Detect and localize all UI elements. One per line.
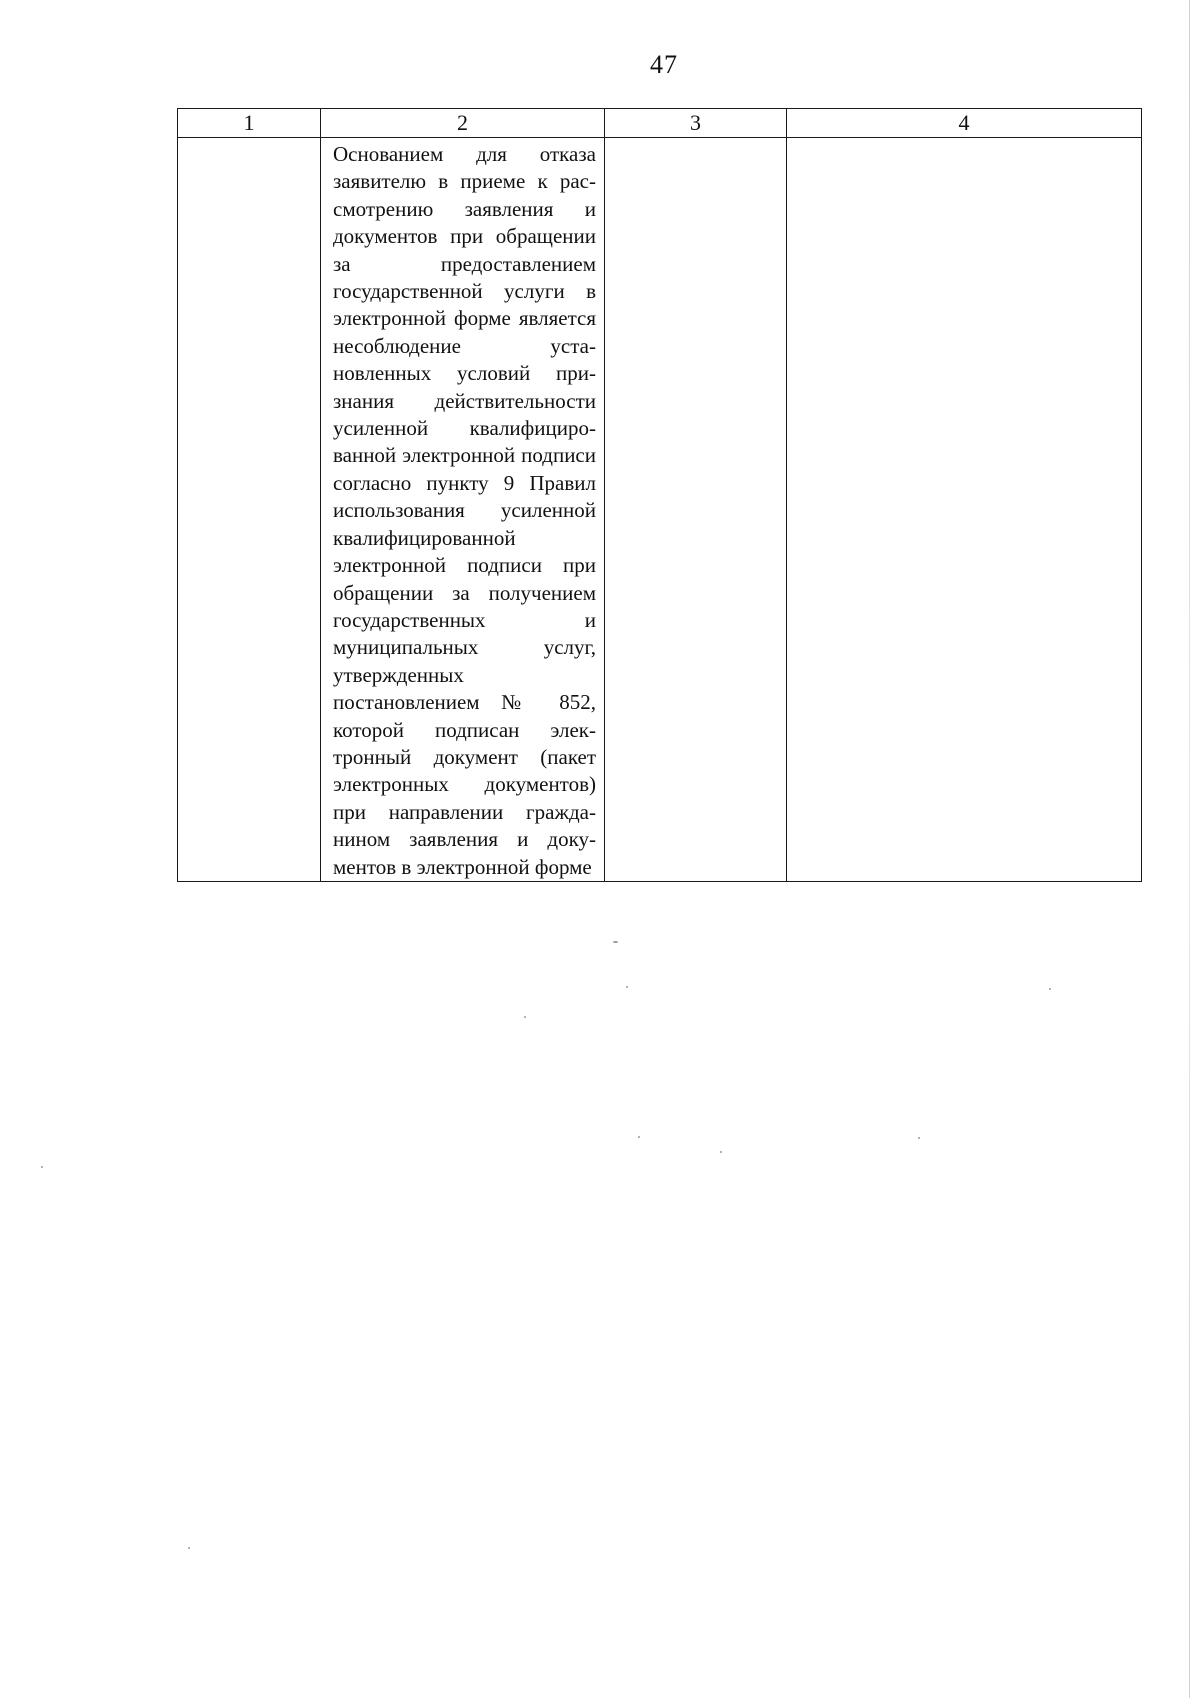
column-header-4: 4 xyxy=(787,109,1142,138)
column-header-1: 1 xyxy=(178,109,321,138)
column-header-3: 3 xyxy=(605,109,787,138)
scan-speck xyxy=(720,1151,722,1153)
cell-col1 xyxy=(178,138,321,882)
scan-speck xyxy=(188,1547,190,1549)
scan-speck xyxy=(41,1166,43,1168)
scan-speck xyxy=(918,1137,920,1139)
scan-speck xyxy=(613,941,618,943)
scan-speck xyxy=(524,1016,526,1018)
table-header-row xyxy=(178,109,1142,138)
scan-speck xyxy=(626,986,628,988)
table-row xyxy=(178,138,1142,882)
column-header-2: 2 xyxy=(321,109,605,138)
scan-speck xyxy=(1049,988,1051,990)
document-table xyxy=(177,108,1142,882)
cell-col2 xyxy=(321,138,605,882)
scan-edge-line xyxy=(1189,0,1190,1698)
cell-col4 xyxy=(787,138,1142,882)
scan-speck xyxy=(638,1136,640,1138)
cell-col3 xyxy=(605,138,787,882)
page-number: 47 xyxy=(650,50,678,79)
refusal-grounds-text: Основанием для отказа заявителю в приеме к рассмотрению заявления и документов при обращении за предоставлением государственной услуги в электронной форме является несоблюдение установленных условий признания действительности усиленной квалифицированной электронной подписи согласно пункту 9 Правил использования усиленной квалифицированной электронной подписи при обращении за получением государственных и муниципальных услуг, утвержденных постановлением № 852, которой подписан электронный документ (пакет электронных документов) при направлении гражданином заявления и документов в электронной форме xyxy=(333,142,596,879)
